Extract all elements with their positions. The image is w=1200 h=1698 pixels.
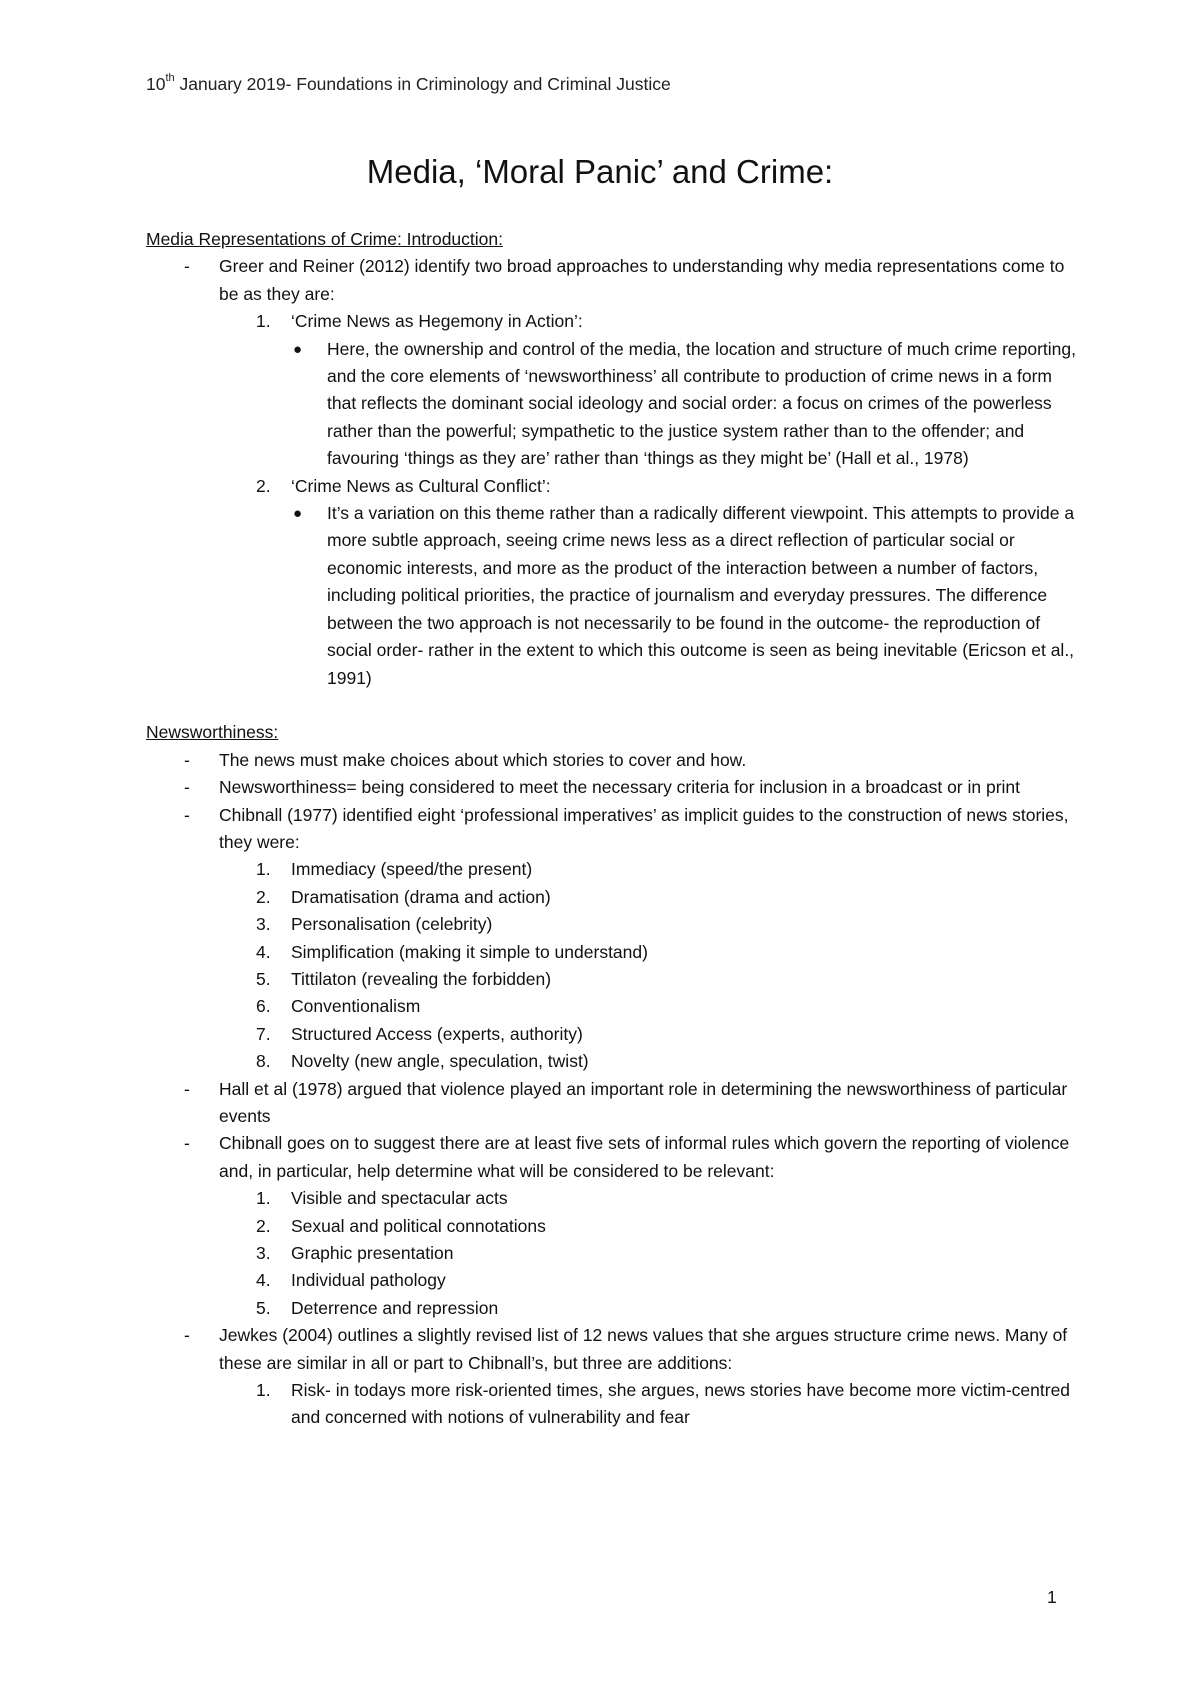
imperative-item xyxy=(146,884,1076,911)
imperative-text: Tittilaton (revealing the forbidden) xyxy=(291,968,552,989)
imperative-text: Conventionalism xyxy=(291,996,421,1017)
number-marker: 5. xyxy=(256,1297,271,1318)
page-number: 1 xyxy=(1047,1587,1057,1607)
imperative-text: Simplification (making it simple to understand) xyxy=(291,941,648,962)
approach-detail-text: Here, the ownership and control of the media, the location and structure of much crime reporting, and the core elements of ‘newsworthiness’ all contribute to production of crime news in a form that reflects the dominant social ideology and social order: a focus on crimes of the powerless rather than the powerful; sympathetic to the justice system rather than to the offender; and favouring ‘things as they are’ rather than ‘things as they might be’ (Hall et al., 1978) xyxy=(327,338,1077,469)
number-marker: 1. xyxy=(256,859,271,880)
approach-label: ‘Crime News as Hegemony in Action’: xyxy=(291,311,583,332)
number-marker: 1. xyxy=(256,1188,271,1209)
approach-label: ‘Crime News as Cultural Conflict’: xyxy=(291,475,551,496)
imperative-item xyxy=(146,939,1076,966)
number-marker: 7. xyxy=(256,1023,271,1044)
news-point-text: Chibnall goes on to suggest there are at least five sets of informal rules which govern the reporting of violence and, in particular, help determine what will be considered to be relevant: xyxy=(219,1133,1070,1181)
imperative-item xyxy=(146,1048,1076,1075)
approach-item xyxy=(146,473,1076,500)
header-day-suffix: th xyxy=(165,72,175,85)
rule-text: Deterrence and repression xyxy=(291,1297,499,1318)
rule-text: Graphic presentation xyxy=(291,1243,454,1264)
dash-marker: - xyxy=(184,1325,190,1346)
document-body xyxy=(146,226,1076,1432)
number-marker: 1. xyxy=(256,1380,271,1401)
number-marker: 1. xyxy=(256,311,271,332)
number-marker: 6. xyxy=(256,996,271,1017)
imperative-item xyxy=(146,1021,1076,1048)
imperative-text: Personalisation (celebrity) xyxy=(291,914,493,935)
imperative-text: Structured Access (experts, authority) xyxy=(291,1023,583,1044)
intro-heading: Media Representations of Crime: Introduction: xyxy=(146,229,503,249)
rule-item xyxy=(146,1213,1076,1240)
news-point-text: Hall et al (1978) argued that violence played an important role in determining the newsworthiness of particular events xyxy=(219,1078,1068,1126)
news-point-text: Chibnall (1977) identified eight ‘professional imperatives’ as implicit guides to the construction of news stories, they were: xyxy=(219,804,1069,852)
imperative-item xyxy=(146,911,1076,938)
approach-detail-text: It’s a variation on this theme rather than a radically different viewpoint. This attempts to provide a more subtle approach, seeing crime news less as a direct reflection of particular social or economic interests, and more as the product of the interaction between a number of factors, including political priorities, the practice of journalism and everyday pressures. The difference between the two approach is not necessarily to be found in the outcome- the reproduction of social order- rather in the extent to which this outcome is seen as being inevitable (Ericson et al., 1991) xyxy=(327,503,1075,688)
dash-marker: - xyxy=(184,1078,190,1099)
rule-item xyxy=(146,1295,1076,1322)
news-point xyxy=(146,1322,1076,1377)
newsworthiness-heading: Newsworthiness: xyxy=(146,722,279,743)
intro-point xyxy=(146,253,1076,308)
news-point-text: Newsworthiness= being considered to meet the necessary criteria for inclusion in a broadcast or in print xyxy=(219,777,1021,798)
addition-text: Risk- in todays more risk-oriented times, she argues, news stories have become more victim-centred and concerned with notions of vulnerability and fear xyxy=(291,1380,1071,1428)
imperative-text: Novelty (new angle, speculation, twist) xyxy=(291,1051,589,1072)
rule-item xyxy=(146,1185,1076,1212)
addition-item xyxy=(146,1377,1076,1432)
imperative-item xyxy=(146,966,1076,993)
rule-text: Sexual and political connotations xyxy=(291,1215,546,1236)
news-point-text: The news must make choices about which stories to cover and how. xyxy=(219,749,747,770)
imperative-text: Immediacy (speed/the present) xyxy=(291,859,533,880)
header-text: January 2019- Foundations in Criminology and Criminal Justice xyxy=(174,74,671,94)
dash-marker: - xyxy=(184,777,190,798)
approach-item xyxy=(146,308,1076,335)
number-marker: 2. xyxy=(256,475,271,496)
news-point-text: Jewkes (2004) outlines a slightly revised list of 12 news values that she argues structure crime news. Many of these are similar in all or part to Chibnall’s, but three are additions: xyxy=(219,1325,1068,1373)
imperative-text: Dramatisation (drama and action) xyxy=(291,886,551,907)
bullet-marker: ● xyxy=(293,505,303,523)
number-marker: 2. xyxy=(256,886,271,907)
news-point xyxy=(146,774,1076,801)
news-point xyxy=(146,1130,1076,1185)
rule-text: Visible and spectacular acts xyxy=(291,1188,508,1209)
approach-detail xyxy=(146,336,1076,473)
dash-marker: - xyxy=(184,749,190,770)
header-day: 10 xyxy=(146,74,166,94)
number-marker: 8. xyxy=(256,1051,271,1072)
rule-text: Individual pathology xyxy=(291,1270,446,1291)
rule-item xyxy=(146,1240,1076,1267)
news-point xyxy=(146,802,1076,857)
rule-item xyxy=(146,1267,1076,1294)
imperative-item xyxy=(146,856,1076,883)
dash-marker: - xyxy=(184,256,190,277)
imperative-item xyxy=(146,993,1076,1020)
spacer xyxy=(146,692,1076,719)
intro-point-text: Greer and Reiner (2012) identify two broad approaches to understanding why media representations come to be as they are: xyxy=(219,256,1065,304)
number-marker: 4. xyxy=(256,1270,271,1291)
number-marker: 3. xyxy=(256,1243,271,1264)
bullet-marker: ● xyxy=(293,340,303,358)
number-marker: 5. xyxy=(256,968,271,989)
news-point xyxy=(146,1076,1076,1131)
number-marker: 4. xyxy=(256,941,271,962)
document-title: Media, ‘Moral Panic’ and Crime: xyxy=(366,153,834,190)
number-marker: 2. xyxy=(256,1215,271,1236)
number-marker: 3. xyxy=(256,914,271,935)
page-header xyxy=(146,74,671,95)
dash-marker: - xyxy=(184,804,190,825)
news-point xyxy=(146,747,1076,774)
dash-marker: - xyxy=(184,1133,190,1154)
approach-detail xyxy=(146,500,1076,692)
